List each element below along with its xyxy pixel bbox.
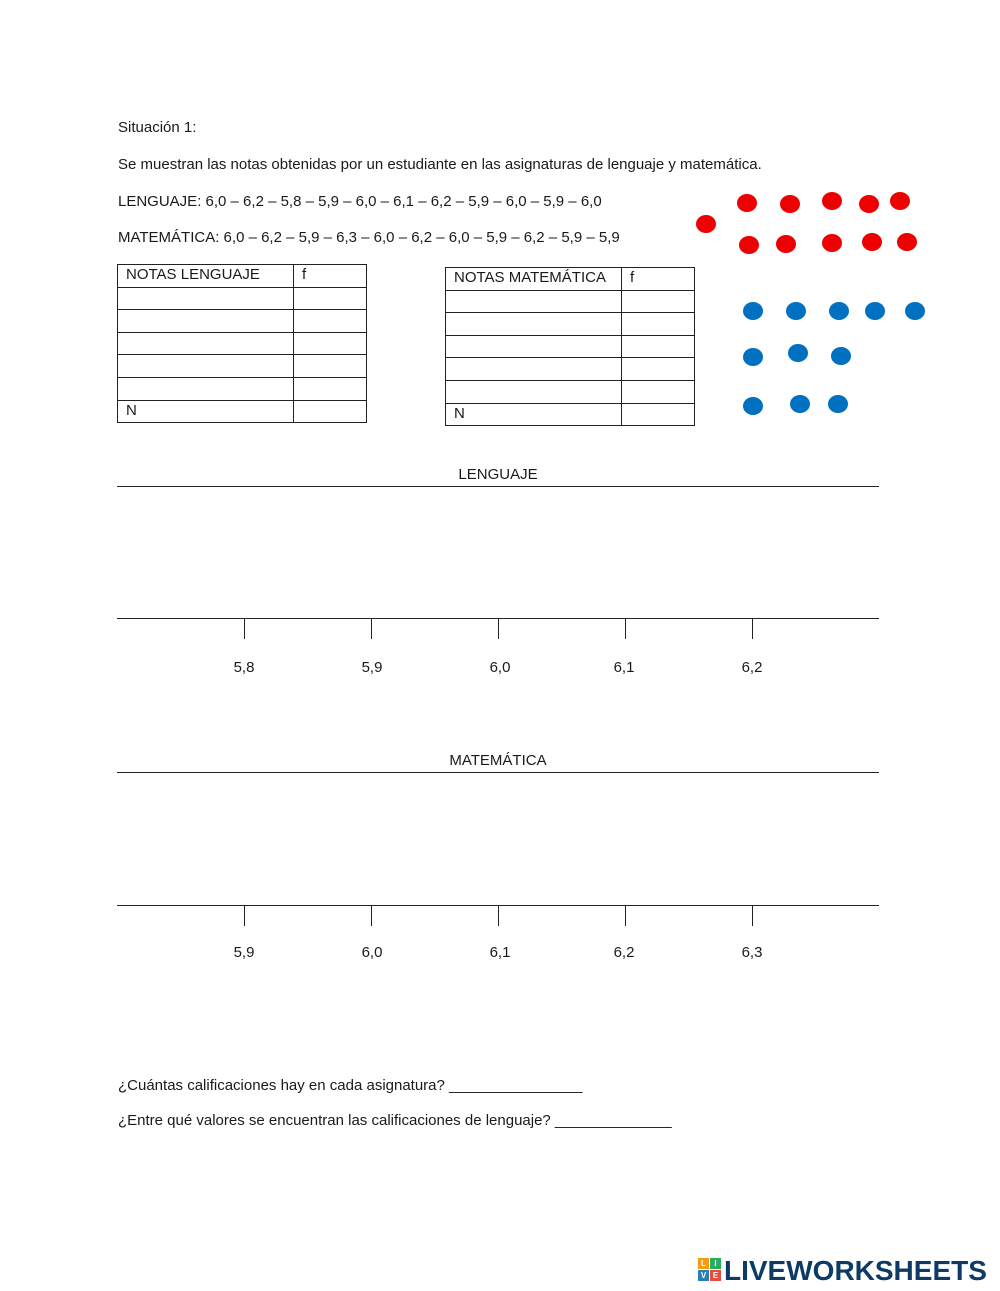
tick-label: 5,8	[233, 659, 255, 676]
question-2: ¿Entre qué valores se encuentran las calificaciones de lenguaje? ______________	[118, 1112, 672, 1129]
table-cell-value[interactable]	[118, 310, 294, 333]
question-1: ¿Cuántas calificaciones hay en cada asignatura? ________________	[118, 1077, 583, 1094]
lenguaje-plot-title: LENGUAJE	[458, 466, 538, 483]
table-cell-frequency[interactable]	[622, 380, 695, 403]
red-dot[interactable]	[696, 215, 716, 233]
table-cell-value[interactable]	[118, 355, 294, 378]
matematica-plot-drop-area[interactable]	[117, 773, 879, 904]
lenguaje-plot-drop-area[interactable]	[117, 487, 879, 617]
blue-dot[interactable]	[829, 302, 849, 320]
table-cell-value[interactable]	[446, 335, 622, 358]
table-header-notas: NOTAS MATEMÁTICA	[446, 268, 622, 291]
axis-tick	[498, 618, 499, 639]
table-cell-value[interactable]	[446, 358, 622, 381]
liveworksheets-logo-icon	[698, 1258, 722, 1282]
blue-dot[interactable]	[828, 395, 848, 413]
logo-letter: E	[710, 1270, 721, 1281]
table-cell-value[interactable]	[446, 290, 622, 313]
axis-tick	[244, 618, 245, 639]
red-dot[interactable]	[890, 192, 910, 210]
table-cell-frequency[interactable]	[622, 290, 695, 313]
axis-tick	[498, 905, 499, 926]
axis-tick	[752, 618, 753, 639]
lenguaje-data-line: LENGUAJE: 6,0 – 6,2 – 5,8 – 5,9 – 6,0 – 6,1 – 6,2 – 5,9 – 6,0 – 5,9 – 6,0	[118, 193, 602, 210]
table-cell-value[interactable]	[118, 377, 294, 400]
intro-text: Se muestran las notas obtenidas por un estudiante en las asignaturas de lenguaje y matemática.	[118, 156, 762, 173]
tick-label: 5,9	[233, 944, 255, 961]
table-cell-frequency[interactable]	[622, 335, 695, 358]
table-cell-frequency[interactable]	[622, 313, 695, 336]
logo-letter: V	[698, 1270, 709, 1281]
axis-tick	[625, 618, 626, 639]
table-cell-frequency[interactable]	[294, 310, 367, 333]
red-dot[interactable]	[737, 194, 757, 212]
tick-label: 6,0	[361, 944, 383, 961]
blue-dot[interactable]	[743, 348, 763, 366]
table-cell-value[interactable]	[118, 287, 294, 310]
table-cell-frequency[interactable]	[294, 377, 367, 400]
tick-label: 5,9	[361, 659, 383, 676]
matematica-frequency-table	[445, 267, 695, 426]
lenguaje-frequency-table	[117, 264, 367, 423]
axis-tick	[625, 905, 626, 926]
red-dot[interactable]	[822, 192, 842, 210]
matematica-plot-title: MATEMÁTICA	[449, 752, 547, 769]
table-total-cell[interactable]	[294, 400, 367, 423]
red-dot[interactable]	[897, 233, 917, 251]
axis-tick	[752, 905, 753, 926]
axis-tick	[244, 905, 245, 926]
blue-dot[interactable]	[743, 302, 763, 320]
tick-label: 6,1	[613, 659, 635, 676]
matematica-data-line: MATEMÁTICA: 6,0 – 6,2 – 5,9 – 6,3 – 6,0 – 6,2 – 6,0 – 5,9 – 6,2 – 5,9 – 5,9	[118, 229, 620, 246]
table-total-label: N	[118, 400, 294, 423]
red-dot[interactable]	[739, 236, 759, 254]
table-cell-frequency[interactable]	[294, 355, 367, 378]
blue-dot[interactable]	[790, 395, 810, 413]
blue-dot[interactable]	[831, 347, 851, 365]
tick-label: 6,3	[741, 944, 763, 961]
heading: Situación 1:	[118, 119, 197, 136]
red-dot[interactable]	[776, 235, 796, 253]
logo-letter: L	[698, 1258, 709, 1269]
red-dot[interactable]	[780, 195, 800, 213]
blue-dot[interactable]	[788, 344, 808, 362]
tick-label: 6,1	[489, 944, 511, 961]
logo-letter: I	[710, 1258, 721, 1269]
axis-tick	[371, 618, 372, 639]
table-header-f: f	[622, 268, 695, 291]
blue-dot[interactable]	[905, 302, 925, 320]
table-total-label: N	[446, 403, 622, 426]
table-cell-value[interactable]	[446, 313, 622, 336]
tick-label: 6,2	[613, 944, 635, 961]
tick-label: 6,0	[489, 659, 511, 676]
table-cell-frequency[interactable]	[622, 358, 695, 381]
axis-tick	[371, 905, 372, 926]
tick-label: 6,2	[741, 659, 763, 676]
blue-dot[interactable]	[786, 302, 806, 320]
table-cell-value[interactable]	[118, 332, 294, 355]
liveworksheets-logo-text: LIVEWORKSHEETS	[724, 1255, 987, 1286]
table-header-notas: NOTAS LENGUAJE	[118, 265, 294, 288]
blue-dot[interactable]	[743, 397, 763, 415]
table-cell-frequency[interactable]	[294, 332, 367, 355]
table-total-cell[interactable]	[622, 403, 695, 426]
table-cell-frequency[interactable]	[294, 287, 367, 310]
table-cell-value[interactable]	[446, 380, 622, 403]
blue-dot[interactable]	[865, 302, 885, 320]
red-dot[interactable]	[862, 233, 882, 251]
table-header-f: f	[294, 265, 367, 288]
red-dot[interactable]	[822, 234, 842, 252]
red-dot[interactable]	[859, 195, 879, 213]
